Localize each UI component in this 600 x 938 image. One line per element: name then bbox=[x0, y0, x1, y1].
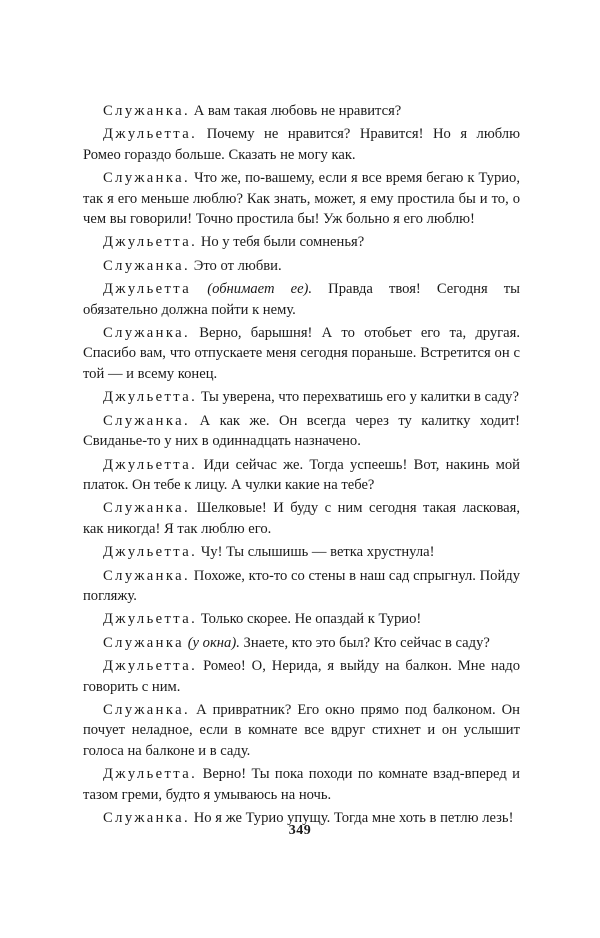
speaker-name: Джульетта. bbox=[103, 234, 198, 251]
dialogue-line bbox=[83, 411, 520, 452]
stage-direction: (у окна). bbox=[184, 634, 240, 651]
line-text: Но я же Турио упущу. Тогда мне хоть в петлю лезь! bbox=[190, 810, 514, 826]
dialogue-line bbox=[83, 279, 520, 320]
dialogue-line bbox=[83, 656, 520, 697]
dialogue-line bbox=[83, 542, 520, 562]
line-text: Но у тебя были сомненья? bbox=[197, 234, 365, 251]
speaker-name: Служанка. bbox=[103, 412, 191, 429]
line-text: Верно! Ты пока походи по комнате взад-вперед и тазом греми, будто я умываюсь на ночь. bbox=[83, 766, 520, 803]
dialogue-line bbox=[83, 764, 520, 805]
speaker-name: Служанка. bbox=[103, 325, 191, 342]
dialogue-line bbox=[83, 455, 520, 496]
dialogue-line bbox=[83, 124, 520, 165]
speaker-name: Служанка. bbox=[103, 567, 191, 584]
dialogue-line bbox=[83, 566, 520, 607]
dialogue-line bbox=[83, 101, 520, 121]
line-text: Знаете, кто это был? Кто сейчас в саду? bbox=[239, 634, 490, 651]
speaker-name: Джульетта. bbox=[103, 611, 198, 628]
dialogue-line bbox=[83, 609, 520, 629]
line-text: Что же, по-вашему, если я все время бегаю к Турио, так я его меньше люблю? Как знать, может, я ему простила бы и то, о чем вы говорили! Точно простила бы! Уж больно я его люблю! bbox=[83, 170, 520, 228]
speaker-name: Джульетта. bbox=[103, 456, 198, 473]
dialogue-line bbox=[83, 700, 520, 761]
speaker-name: Джульетта bbox=[103, 281, 192, 298]
line-text: А привратник? Его окно прямо под балконом. Он почует неладное, если в комнате все вдруг стихнет и он услышит голоса на балконе и в саду. bbox=[83, 701, 520, 759]
speaker-name: Служанка. bbox=[103, 701, 191, 718]
dialogue-line bbox=[83, 232, 520, 252]
speaker-name: Джульетта. bbox=[103, 126, 198, 143]
line-text: Это от любви. bbox=[190, 257, 282, 274]
line-text: Иди сейчас же. Тогда успеешь! Вот, накинь мой платок. Он тебе к лицу. А чулки какие на тебе? bbox=[83, 456, 520, 493]
line-text: Ромео! О, Нерида, я выйду на балкон. Мне надо говорить с ним. bbox=[83, 658, 520, 695]
dialogue-line bbox=[83, 168, 520, 229]
line-text: Чу! Ты слышишь — ветка хрустнула! bbox=[197, 544, 435, 561]
dialogue-line bbox=[83, 498, 520, 539]
speaker-name: Служанка. bbox=[103, 257, 191, 274]
dialogue-line bbox=[83, 323, 520, 384]
speaker-name: Джульетта. bbox=[103, 389, 198, 406]
dialogue-line bbox=[83, 633, 520, 653]
dialogue-line bbox=[83, 256, 520, 276]
dialogue-line bbox=[83, 387, 520, 407]
line-text: Правда твоя! Сегодня ты обязательно должна пойти к нему. bbox=[83, 281, 520, 318]
speaker-name: Служанка bbox=[103, 634, 185, 651]
speaker-name: Джульетта. bbox=[103, 544, 198, 561]
play-dialogue bbox=[83, 101, 520, 831]
line-text: А вам такая любовь не нравится? bbox=[190, 103, 402, 119]
speaker-name: Служанка. bbox=[103, 500, 191, 517]
line-text: Шелковые! И буду с ним сегодня такая ласковая, как никогда! Я так люблю его. bbox=[83, 500, 520, 537]
stage-direction: (обнимает ее). bbox=[191, 281, 313, 298]
line-text: Ты уверена, что перехватишь его у калитки в саду? bbox=[197, 389, 519, 406]
line-text: Верно, барышня! А то отобьет его та, другая. Спасибо вам, что отпускаете меня сегодня пораньше. Встретится он с той — и всему конец. bbox=[83, 325, 520, 382]
line-text: Похоже, кто-то со стены в наш сад спрыгнул. Пойду погляжу. bbox=[83, 567, 520, 604]
line-text: Только скорее. Не опаздай к Турио! bbox=[197, 611, 422, 628]
line-text: Почему не нравится? Нравится! Но я люблю Ромео гораздо больше. Сказать не могу как. bbox=[83, 126, 520, 163]
line-text: А как же. Он всегда через ту калитку ходит! Свиданье-то у них в одиннадцать назначено. bbox=[83, 412, 520, 450]
speaker-name: Служанка. bbox=[103, 170, 191, 187]
speaker-name: Служанка. bbox=[103, 103, 191, 119]
speaker-name: Служанка. bbox=[103, 810, 191, 826]
speaker-name: Джульетта. bbox=[103, 658, 198, 675]
speaker-name: Джульетта. bbox=[103, 766, 198, 783]
page-number: 349 bbox=[288, 823, 312, 838]
